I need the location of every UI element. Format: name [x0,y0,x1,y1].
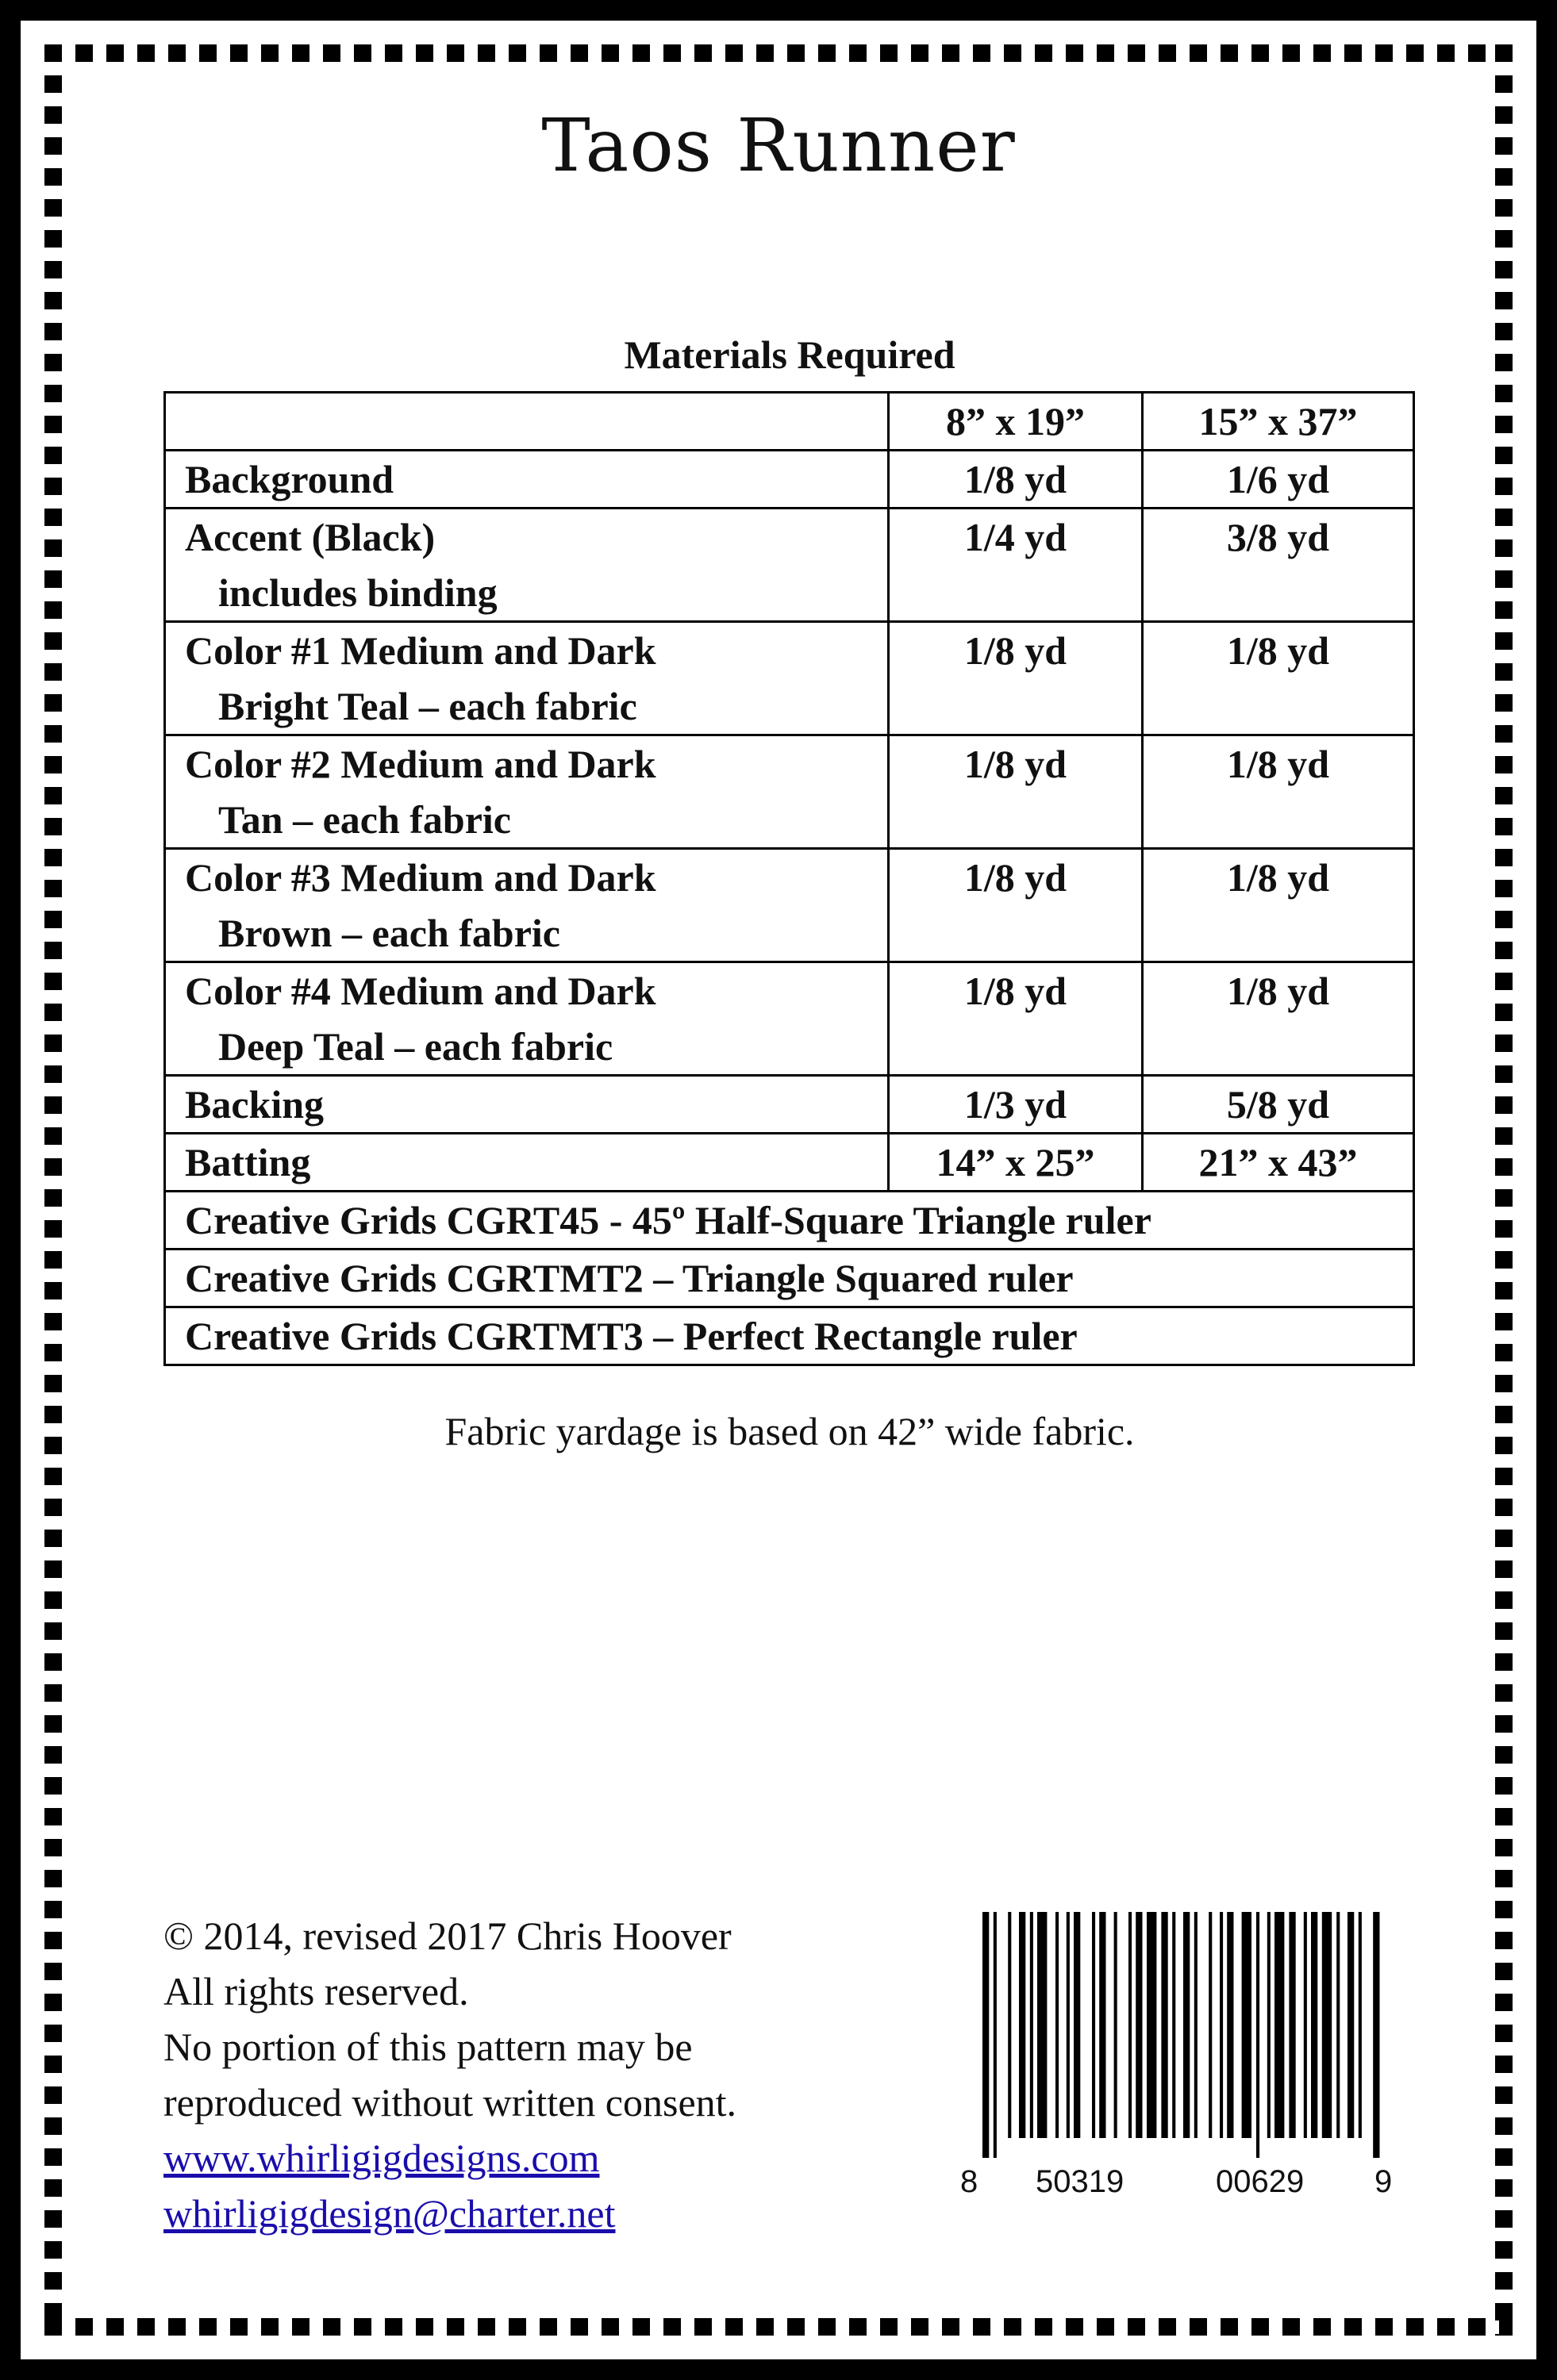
barcode-bar [1227,1912,1233,2138]
rights-line: All rights reserved. [163,1969,469,2013]
barcode-bar [1037,1912,1047,2138]
ruler-item: Creative Grids CGRTMT2 – Triangle Squared ruler [165,1250,1414,1307]
table-row [165,962,1414,1076]
material-note: includes binding [218,570,498,615]
barcode-bar [1242,1912,1251,2138]
large-size-value: 1/8 yd [1143,962,1414,1076]
large-size-value: 5/8 yd [1143,1076,1414,1134]
table-row [165,1076,1414,1134]
email-link[interactable]: whirligigdesign@charter.net [163,2191,616,2236]
barcode-bar [1359,1912,1362,2138]
small-size-value: 1/4 yd [889,509,1143,622]
large-size-value: 1/8 yd [1143,849,1414,962]
barcode-bar [1183,1912,1190,2138]
row-label [165,962,889,1076]
dashed-border-right [1495,44,1513,2336]
ruler-row [165,1307,1414,1365]
large-size-value: 1/8 yd [1143,735,1414,849]
barcode-bar [1147,1912,1156,2138]
yardage-note: Fabric yardage is based on 42” wide fabric. [444,1409,1135,1453]
ruler-row [165,1250,1414,1307]
barcode-bar [1172,1912,1175,2138]
barcode-bar [1067,1912,1070,2138]
material-name: Accent (Black) [185,515,436,559]
barcode-bar [1274,1912,1284,2138]
material-name: Background [185,457,394,501]
table-header-row [165,393,1414,451]
copyright-block [163,1908,736,2241]
large-size-value: 3/8 yd [1143,509,1414,622]
small-size-value: 1/8 yd [889,735,1143,849]
barcode-bar [1220,1912,1223,2138]
table-row [165,735,1414,849]
row-label [165,1134,889,1192]
barcode-bar [1128,1912,1132,2138]
barcode-bar [1030,1912,1033,2138]
barcode-bar [1194,1912,1198,2138]
notice-line: reproduced without written consent. [163,2080,737,2125]
material-note: Tan – each fabric [218,797,511,842]
small-size-value: 1/8 yd [889,622,1143,735]
large-size-value: 1/8 yd [1143,622,1414,735]
large-size-value: 1/6 yd [1143,451,1414,509]
barcode-bar [1092,1912,1095,2138]
column-header-large: 15” x 37” [1143,393,1414,451]
dashed-border-left [44,44,62,2336]
copyright-line: © 2014, revised 2017 Chris Hoover [163,1914,732,1958]
column-header-small: 8” x 19” [889,393,1143,451]
barcode-bar [1209,1912,1212,2138]
barcode-bar [1267,1912,1271,2138]
barcode-bar [1161,1912,1167,2138]
material-note: Bright Teal – each fabric [218,684,637,728]
barcode-bar [1347,1912,1354,2138]
small-size-value: 14” x 25” [889,1134,1143,1192]
material-name: Batting [185,1140,311,1184]
barcode-bar [1373,1912,1379,2158]
row-label [165,622,889,735]
barcode-bar [994,1912,997,2158]
table-row [165,1134,1414,1192]
small-size-value: 1/8 yd [889,849,1143,962]
barcode-bar [1256,1912,1259,2158]
material-name: Color #1 Medium and Dark [185,628,656,673]
page-title: Taos Runner [541,103,1016,188]
barcode-digit-first: 8 [960,2164,978,2199]
small-size-value: 1/3 yd [889,1076,1143,1134]
material-name: Color #4 Medium and Dark [185,969,656,1013]
notice-line: No portion of this pattern may be [163,2025,693,2069]
row-label [165,849,889,962]
small-size-value: 1/8 yd [889,962,1143,1076]
ruler-item: Creative Grids CGRTMT3 – Perfect Rectangle ruler [165,1307,1414,1365]
barcode [960,1912,1397,2213]
row-label [165,509,889,622]
website-link[interactable]: www.whirligigdesigns.com [163,2136,600,2180]
barcode-bar [1336,1912,1340,2138]
ruler-item: Creative Grids CGRT45 - 45º Half-Square Triangle ruler [165,1192,1414,1250]
barcode-bar [1289,1912,1295,2138]
materials-heading: Materials Required [624,332,955,377]
row-label [165,1076,889,1134]
barcode-bar [1019,1912,1025,2138]
table-row [165,849,1414,962]
barcode-bar [1304,1912,1307,2138]
material-name: Backing [185,1082,325,1127]
barcode-bars [960,1912,1397,2158]
barcode-bar [1136,1912,1142,2138]
barcode-bar [1099,1912,1105,2138]
header-blank-cell [165,393,889,451]
table-row [165,622,1414,735]
barcode-bar [1311,1912,1317,2138]
small-size-value: 1/8 yd [889,451,1143,509]
dashed-border-top [44,44,1513,62]
row-label [165,735,889,849]
large-size-value: 21” x 43” [1143,1134,1414,1192]
materials-table [163,391,1415,1366]
barcode-bar [1114,1912,1117,2138]
row-label [165,451,889,509]
barcode-bar [1074,1912,1080,2138]
barcode-bar [982,1912,989,2158]
barcode-bar [1322,1912,1332,2138]
ruler-row [165,1192,1414,1250]
barcode-bar [1055,1912,1059,2138]
table-row [165,451,1414,509]
barcode-bar [1008,1912,1011,2138]
material-note: Brown – each fabric [218,911,560,955]
table-row [165,509,1414,622]
material-note: Deep Teal – each fabric [218,1024,613,1069]
dashed-border-bottom [44,2318,1513,2336]
barcode-digit-last: 9 [1374,2164,1393,2199]
material-name: Color #3 Medium and Dark [185,855,656,900]
material-name: Color #2 Medium and Dark [185,742,656,786]
barcode-group-2: 00629 [1216,2164,1305,2199]
barcode-group-1: 50319 [1036,2164,1124,2199]
